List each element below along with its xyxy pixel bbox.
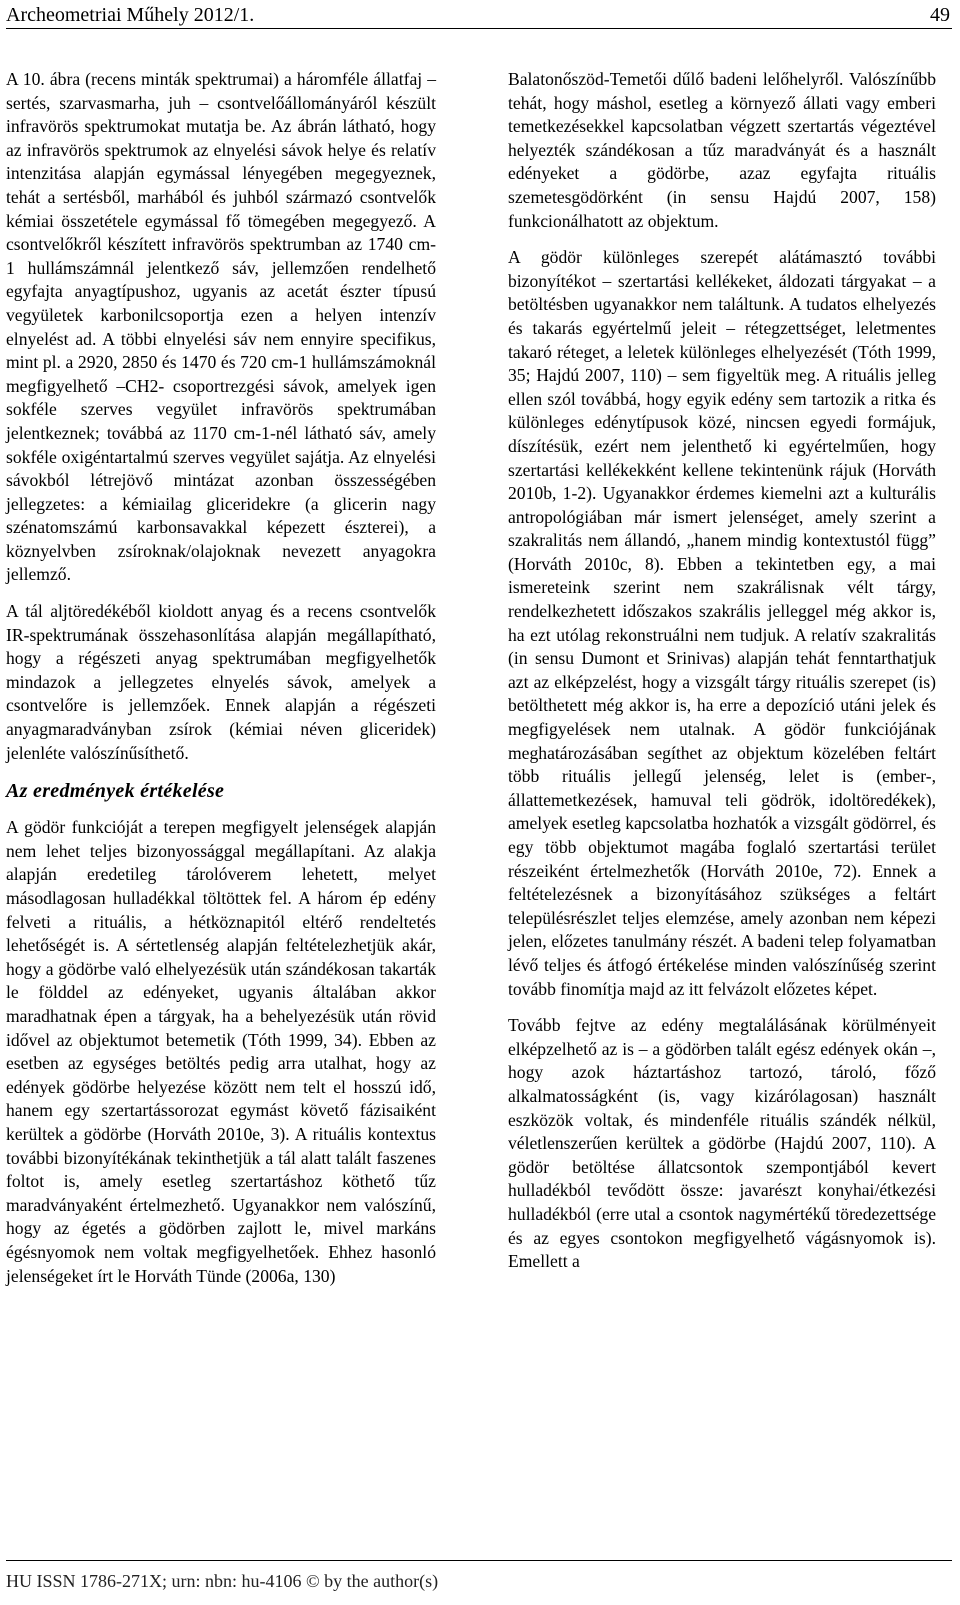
page-footer	[6, 1560, 952, 1605]
paragraph-ir-spectra: A 10. ábra (recens minták spektrumai) a háromféle állatfaj – sertés, szarvasmarha, juh – csontvelőállományáról készült infravörös spektrumokat mutatja be. Az ábrán látható, hogy az infravörös spektrumok az elnyelési sávok helye és relatív intenzitása alapján egymással lényegében megegyeznek, tehát a sertésből, marhából és juhból származó csontvelők kémiai összetétele egymással fő tömegében megegyező. A csontvelőkről készített infravörös spektrumban az 1740 cm-1 hullámszámnál jelentkező sáv, jellemzően rendelhető egyfajta anyagtípushoz, ugyanis az acetát észter típusú vegyületek karbonilcsoportja ezen a helyen intenzív elnyelést ad. A többi elnyelési sáv nem ennyire specifikus, mint pl. a 2920, 2850 és 1470 és 720 cm-1 hullámszámoknál megfigyelhető –CH2- csoportrezgési sávok, amelyek igen sokféle szerves vegyület infravörös spektrumában jelentkeznek; továbbá az 1170 cm-1-nél látható sáv, amely sokféle oxigéntartalmú szerves vegyület sajátja. Az elnyelési sávokból létrejövő mintázat azonban összességében jellegzetes: a kémiailag gliceridekre (a glicerin nagy szénatomszámú karbonsavakkal képezett észterei), a köznyelvben zsíroknak/olajoknak nevezett anyagokra jellemző.	[6, 69, 436, 585]
paragraph-vessel-circumstances: Tovább fejtve az edény megtalálásának körülményeit elképzelhető az is – a gödörben talált egész edények okán –, hogy azok háztartáshoz tartozó, tároló, főző alkalmatosságként (is, vagy kizárólagosan) használt eszközök voltak, és mindenféle rituális szándék nélkül, véletlenszerűen kerültek a gödörbe (Hajdú 2007, 110). A gödör betöltése állatcsontok szempontjából kevert hulladékból tevődött össze: javarészt konyhai/étkezési hulladékból (erre utal a csontok nagymértékű töredezettsége és az egyes csontokon megfigyelhető vágásnyomok is). Emellett a	[508, 1015, 936, 1272]
journal-title: Archeometriai Műhely 2012/1.	[6, 4, 255, 26]
paragraph-pit-function: A gödör funkcióját a terepen megfigyelt jelenségek alapján nem lehet teljes bizonyossággal megállapítani. Az alakja alapján eredetileg tárolóverem lehetett, melyet másodlagosan hulladékkal töltöttek fel. A három ép edény felveti a rituális, a hétköznapitól eltérő rendeltetés lehetőségét is. A sértetlenség alapján feltételezhetjük akár, hogy a gödörbe való elhelyezésük után szándékosan takarták le földdel az edényeket, ugyanis általában akkor maradhatnak épen a tárgyak, ha a behelyezésük után rövid idővel az objektumot betemetik (Tóth 1999, 34). Ebben az esetben az egységes betöltés pedig arra utalhat, hogy az edények gödörbe helyezése között nem telt el hosszú idő, hanem egy szertartássorozat egymást követő fázisaiként kerültek a gödörbe (Horváth 2010e, 3). A rituális kontextus további bizonyítékának tekinthetjük a tál alatt talált faszenes foltot is, amely esetleg szertartáshoz köthető tűz maradványaként értelmezhető. Ugyanakkor nem valószínű, hogy az égetés a gödörben zajlott le, mivel markáns égésnyomok nem voltak megfigyelhetőek. Ehhez hasonló jelenségeket írt le Horváth Tünde (2006a, 130)	[6, 817, 436, 1286]
right-column	[508, 68, 936, 1287]
left-column	[6, 68, 436, 1301]
paragraph-special-role: A gödör különleges szerepét alátámasztó további bizonyítékot – szertartási kellékeket, áldozati tárgyakat – a betöltésben ugyanakkor nem találtunk. A tudatos elhelyezés és takarás egyértelmű jeleit – rétegzettséget, leletmentes takaró réteget, a leletek különleges elhelyezését (Tóth 1999, 35; Hajdú 2007, 110) – sem figyeltük meg. A rituális jelleg ellen szól továbbá, hogy egyik edény sem tartozik a ritka és különleges edénytípusok közé, nincsen egyedi formájuk, díszítésük, ezért nem jelenthető ki egyértelműen, hogy szertartási kellékekként kellene tekintenünk rájuk (Horváth 2010b, 1-2). Ugyanakkor érdemes kiemelni azt a kulturális antropológiában már ismert jelenséget, amely szerint a szakralitás nem állandó, „hanem mindig kontextustól függ” (Horváth 2010c, 8). Ebben a tekintetben egy, a mai ismereteink szerint nem szakrálisnak vélt tárgy, rendelkezhetett időszakos szakrális jelleggel még akkor is, ha ezt utólag rekonstruálni nem tudjuk. A relatív szakralitás (in sensu Dumont et Srinivas) alapján tehát fenntarthatjuk azt az elképzelést, hogy a vizsgált tárgy rituális szerepet (is) betölthetett még akkor is, ha erre a depozíció utáni jelek és megfigyelések nem utalnak. A gödör funkciójának meghatározásában segíthet az objektum közelében feltárt több rituális jellegű jelenség, lelet is (ember-, állattemetkezések, hamuval teli gödrök, idoltöredékek), amelyek esetleg kapcsolatba hozhatók a vizsgált gödörrel, és egy több objektumot magába foglaló szertartási terület részeiként értelmezhetők (Horváth 2010e, 72). Ennek a feltételezésnek a bizonyításához szükséges a feltárt településrészlet teljes elemzése, amely azonban nem képezi jelen, előzetes tanulmány részét. A badeni telep folyamatban lévő teljes és átfogó értékelése minden valószínűség szerint tovább finomítja majd az itt felvázolt előzetes képet.	[508, 247, 936, 999]
page-header	[6, 4, 952, 29]
paragraph-continuation: Balatonőszöd-Temetői dűlő badeni lelőhelyről. Valószínűbb tehát, hogy máshol, esetleg a környező állati vagy emberi temetkezésekkel kapcsolatban végzett szertartás végeztével helyezték szándékosan a tűz maradványát és a használt edényeket a gödörbe, azaz egyfajta rituális szemetesgödörként (in sensu Hajdú 2007, 158) funkcionálhatott az objektum.	[508, 69, 936, 231]
issn-copyright: HU ISSN 1786-271X; urn: nbn: hu-4106 © by the author(s)	[6, 1571, 439, 1591]
paragraph-bowl-residue: A tál aljtöredékéből kioldott anyag és a recens csontvelők IR-spektrumának összehasonlítása alapján megállapítható, hogy a régészeti anyag spektrumában megfigyelhetők mindazok a jellegzetes elnyelés sávok, amelyek a csontvelőre is jellemzőek. Ennek alapján a régészeti anyagmaradványban zsírok (kémiai néven gliceridek) jelenléte valószínűsíthető.	[6, 601, 436, 763]
page-number: 49	[930, 4, 950, 26]
section-heading: Az eredmények értékelése	[6, 780, 225, 803]
